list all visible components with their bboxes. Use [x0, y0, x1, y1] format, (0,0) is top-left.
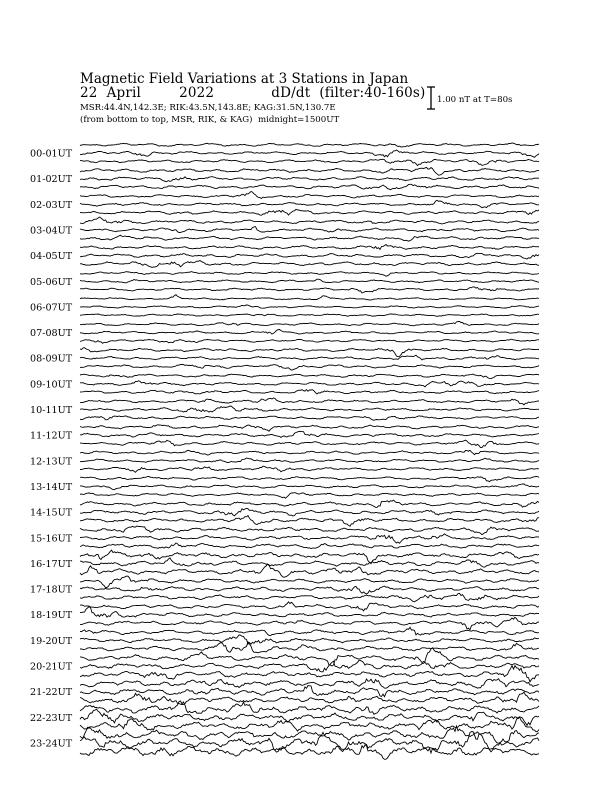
scale-bar-label: 1.00 nT at T=80s — [437, 95, 513, 105]
hour-label: 04-05UT — [30, 251, 73, 263]
trace-MSR — [80, 745, 539, 759]
hour-label: 20-21UT — [30, 661, 73, 673]
trace-MSR — [80, 440, 539, 448]
hour-label: 09-10UT — [30, 379, 73, 391]
trace-MSR — [80, 364, 539, 370]
scale-bar — [427, 87, 435, 109]
hour-row-11-12UT — [30, 425, 539, 448]
trace-RIK — [80, 330, 539, 335]
trace-KAG — [80, 526, 539, 535]
hour-row-13-14UT — [30, 477, 539, 499]
hour-row-09-10UT — [30, 374, 539, 394]
trace-RIK — [80, 177, 539, 182]
trace-MSR — [80, 543, 539, 549]
trace-RIK — [80, 200, 539, 207]
trace-KAG — [80, 272, 539, 277]
hour-row-03-04UT — [30, 217, 539, 241]
trace-MSR — [80, 184, 539, 189]
hour-label: 03-04UT — [30, 225, 73, 237]
hour-label: 16-17UT — [30, 558, 73, 570]
trace-MSR — [80, 159, 539, 165]
trace-KAG — [80, 295, 539, 300]
hour-label: 15-16UT — [30, 533, 73, 545]
trace-MSR — [80, 617, 539, 630]
trace-KAG — [80, 245, 539, 250]
hour-row-23-24UT — [30, 726, 539, 759]
hour-label: 01-02UT — [30, 174, 73, 186]
hour-rows — [30, 143, 539, 759]
trace-KAG — [80, 217, 539, 224]
trace-MSR — [80, 339, 539, 343]
trace-KAG — [80, 679, 539, 688]
hour-label: 18-19UT — [30, 610, 73, 622]
trace-MSR — [80, 416, 539, 421]
trace-MSR — [80, 209, 539, 215]
trace-RIK — [80, 150, 539, 157]
trace-RIK — [80, 355, 539, 360]
trace-RIK — [80, 484, 539, 490]
trace-KAG — [80, 374, 539, 379]
trace-RIK — [80, 279, 539, 283]
trace-KAG — [80, 398, 539, 405]
hour-row-07-08UT — [30, 322, 539, 344]
trace-KAG — [80, 322, 539, 326]
hour-row-00-01UT — [30, 143, 539, 166]
hour-row-18-19UT — [30, 602, 539, 630]
trace-KAG — [80, 701, 539, 714]
hour-label: 02-03UT — [30, 199, 73, 211]
trace-MSR — [80, 390, 539, 394]
hour-label: 00-01UT — [30, 148, 73, 160]
trace-RIK — [80, 253, 539, 259]
hour-label: 12-13UT — [30, 456, 73, 468]
trace-KAG — [80, 477, 539, 482]
quantity-label: dD/dt — [271, 85, 311, 101]
hour-row-02-03UT — [30, 192, 539, 216]
hour-label: 05-06UT — [30, 276, 73, 288]
station-coordinates: MSR:44.4N,142.3E; RIK:43.5N,143.8E; KAG:31.5N,130.7E — [80, 103, 336, 113]
trace-RIK — [80, 458, 539, 463]
trace-KAG — [80, 576, 539, 587]
hour-label: 21-22UT — [30, 687, 73, 699]
trace-MSR — [80, 516, 539, 527]
hour-row-10-11UT — [30, 398, 539, 420]
trace-RIK — [80, 635, 539, 644]
chart-title: Magnetic Field Variations at 3 Stations in Japan — [80, 71, 409, 87]
trace-RIK — [80, 558, 539, 567]
date-day: 22 — [80, 85, 98, 101]
date-year: 2022 — [179, 85, 215, 101]
trace-MSR — [80, 493, 539, 499]
hour-label: 07-08UT — [30, 328, 73, 340]
trace-KAG — [80, 143, 539, 147]
trace-MSR — [80, 314, 539, 317]
hour-label: 17-18UT — [30, 584, 73, 596]
trace-KAG — [80, 425, 539, 431]
trace-KAG — [80, 550, 539, 564]
trace-RIK — [80, 534, 539, 543]
trace-MSR — [80, 564, 539, 577]
trace-RIK — [80, 305, 539, 308]
hour-label: 14-15UT — [30, 507, 73, 519]
hour-row-16-17UT — [30, 550, 539, 577]
trace-RIK — [80, 406, 539, 412]
trace-RIK — [80, 607, 539, 617]
hour-row-19-20UT — [30, 627, 539, 653]
hour-row-21-22UT — [30, 679, 539, 705]
hour-row-17-18UT — [30, 576, 539, 602]
hour-label: 13-14UT — [30, 481, 73, 493]
hour-label: 10-11UT — [30, 405, 73, 416]
trace-RIK — [80, 586, 539, 594]
trace-KAG — [80, 726, 539, 743]
hour-label: 19-20UT — [30, 635, 73, 647]
hour-row-20-21UT — [30, 648, 539, 682]
hour-row-01-02UT — [30, 167, 539, 189]
date-month: April — [106, 85, 142, 101]
trace-KAG — [80, 450, 539, 455]
trace-KAG — [80, 348, 539, 357]
midnight-note: midnight=1500UT — [258, 115, 340, 125]
trace-MSR — [80, 642, 539, 653]
trace-RIK — [80, 431, 539, 437]
trace-RIK — [80, 381, 539, 387]
hour-row-05-06UT — [30, 272, 539, 293]
trace-RIK — [80, 660, 539, 672]
trace-MSR — [80, 466, 539, 472]
hour-row-14-15UT — [30, 500, 539, 526]
hour-row-06-07UT — [30, 295, 539, 317]
trace-RIK — [80, 686, 539, 697]
hour-row-12-13UT — [30, 450, 539, 472]
station-order-note: (from bottom to top, MSR, RIK, & KAG) — [80, 115, 253, 125]
trace-KAG — [80, 500, 539, 507]
trace-MSR — [80, 235, 539, 241]
hour-label: 22-23UT — [30, 712, 73, 724]
trace-KAG — [80, 602, 539, 611]
trace-MSR — [80, 287, 539, 293]
hour-row-22-23UT — [30, 701, 539, 732]
trace-RIK — [80, 508, 539, 516]
trace-MSR — [80, 692, 539, 704]
hour-label: 06-07UT — [30, 302, 73, 314]
hour-row-08-09UT — [30, 348, 539, 370]
trace-KAG — [80, 167, 539, 175]
filter-label: (filter:40-160s) — [319, 85, 426, 101]
hour-row-04-05UT — [30, 245, 539, 268]
trace-RIK — [80, 227, 539, 233]
trace-MSR — [80, 260, 539, 267]
hour-label: 08-09UT — [30, 353, 73, 365]
trace-KAG — [80, 192, 539, 199]
hour-row-15-16UT — [30, 526, 539, 549]
trace-MSR — [80, 593, 539, 601]
trace-RIK — [80, 709, 539, 725]
hour-label: 11-12UT — [30, 430, 73, 442]
hour-label: 23-24UT — [30, 738, 73, 750]
